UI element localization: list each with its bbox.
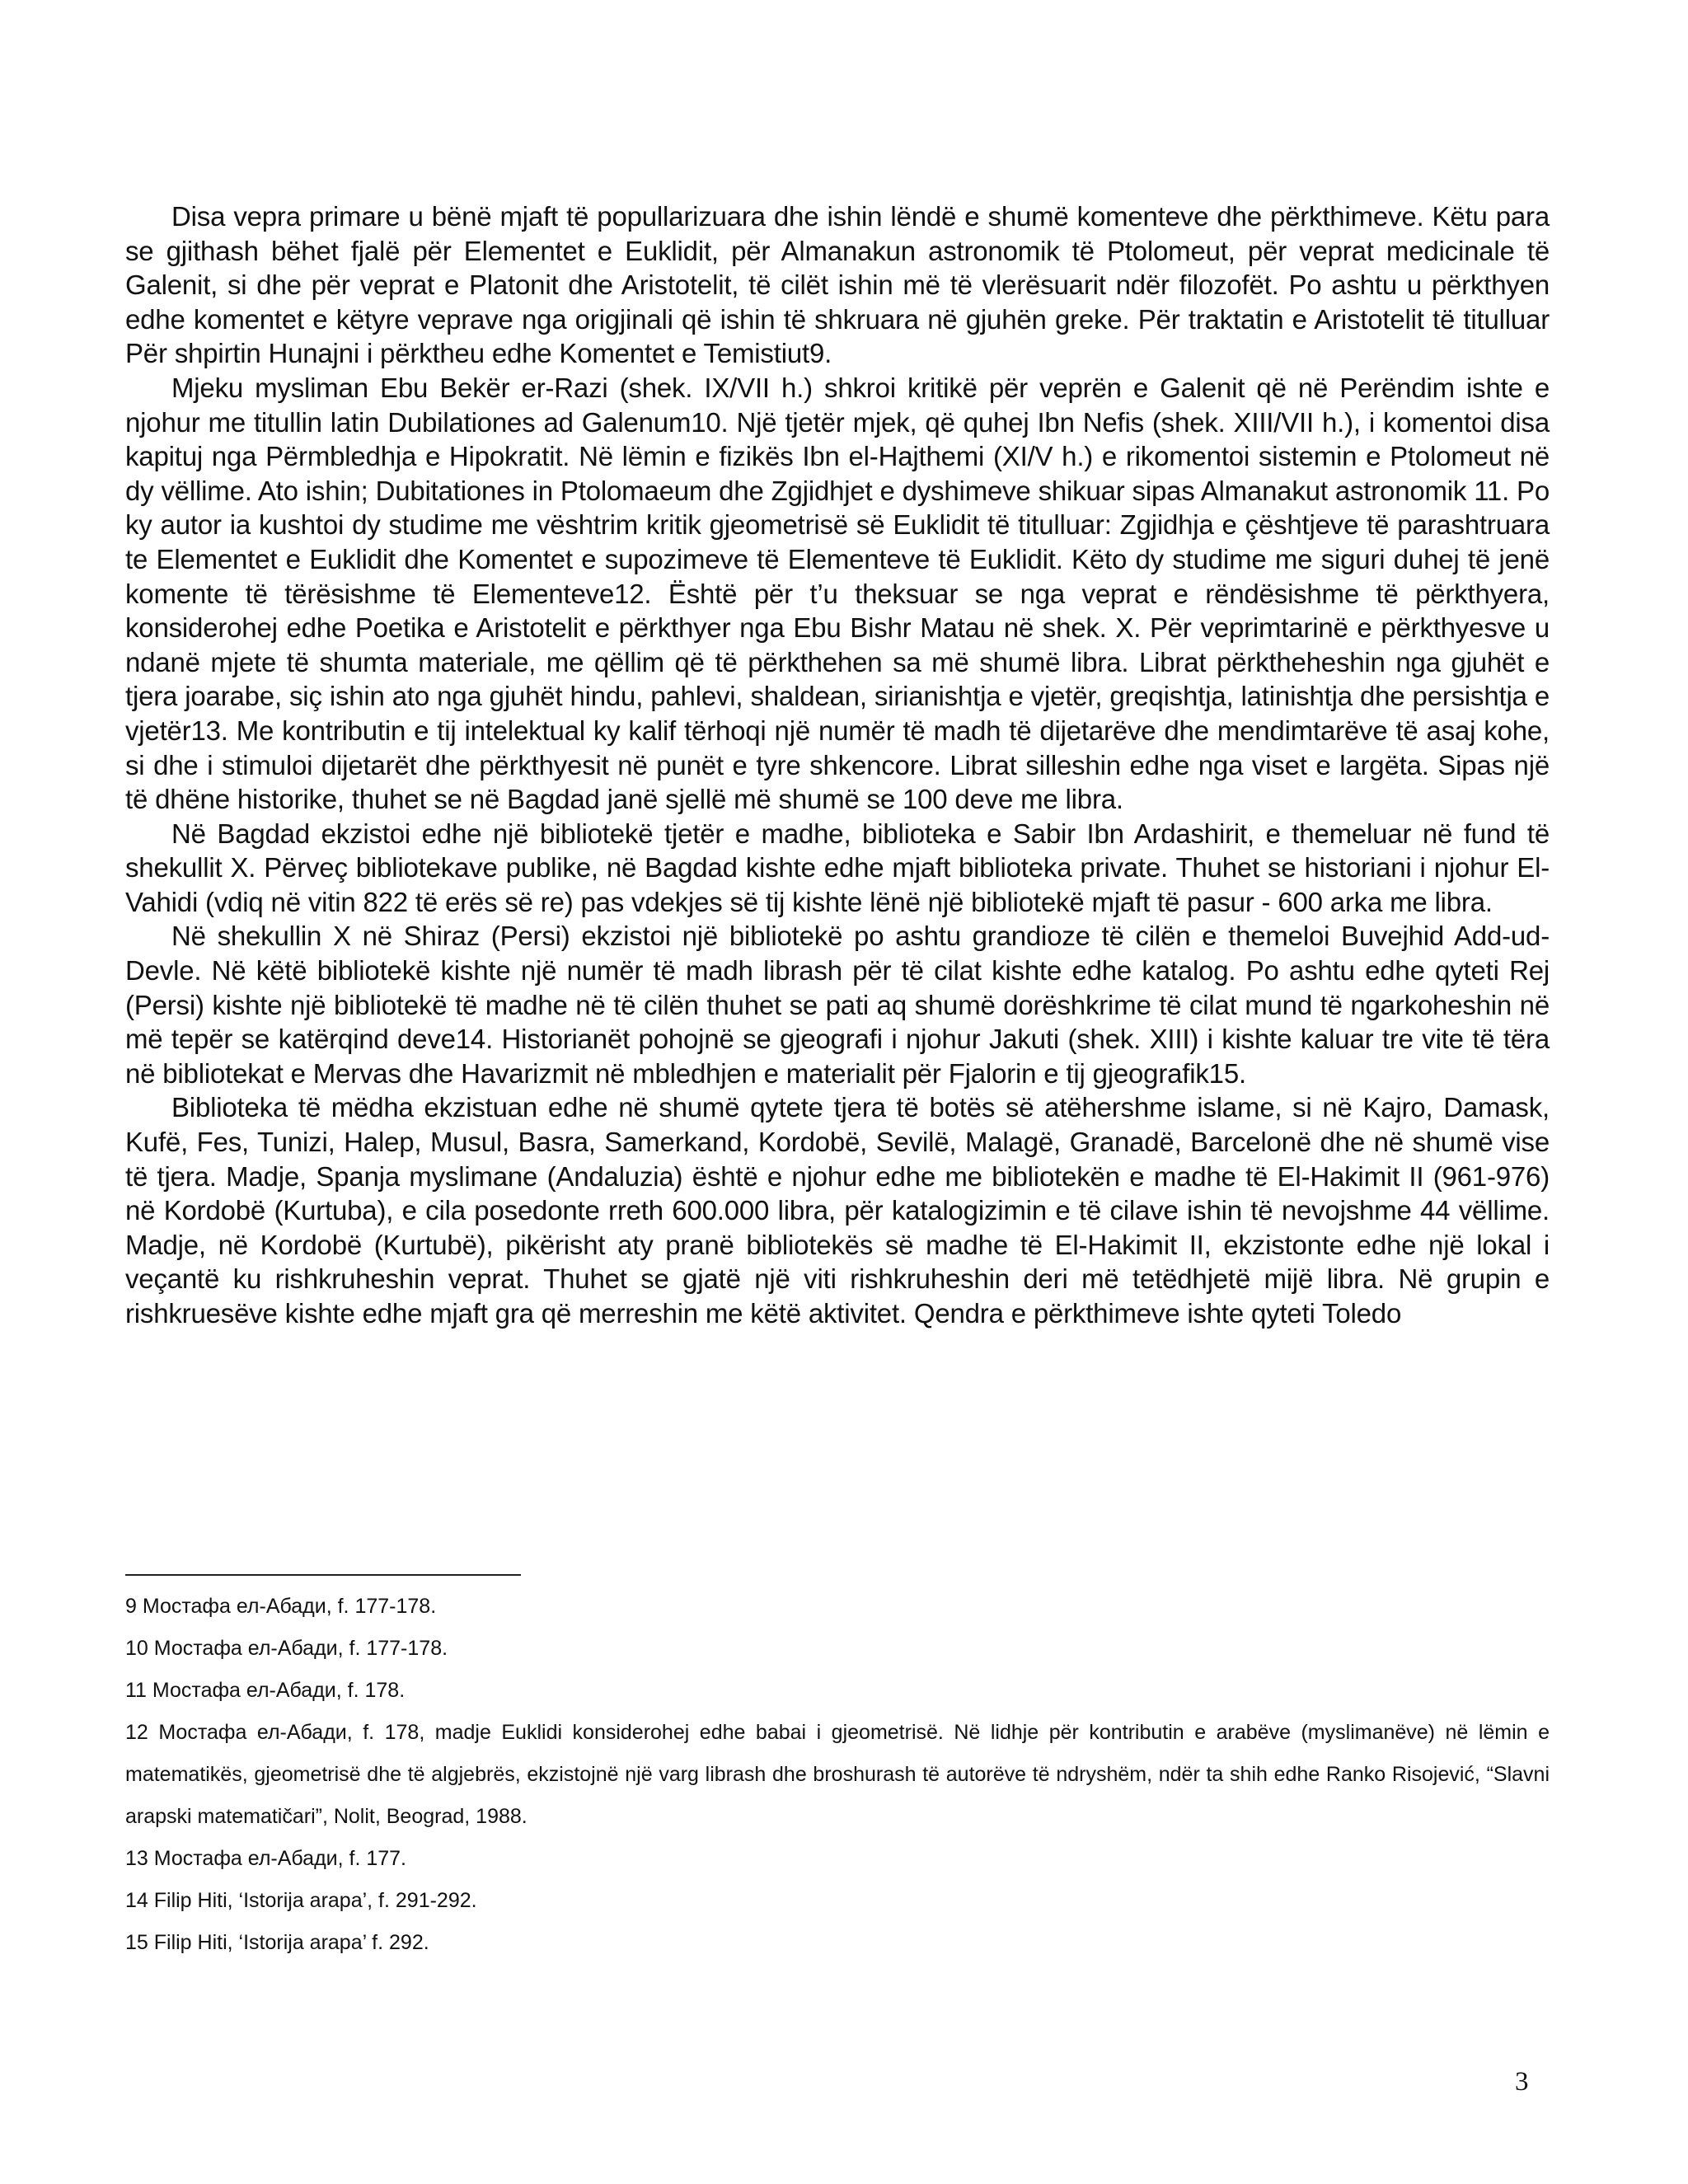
footnote: 13 Мостафа ел-Абади, f. 177. [125, 1847, 407, 1870]
footnote: 14 Filip Hiti, ‘Istorija arapa’, f. 291-292. [125, 1889, 477, 1912]
paragraph: Në shekullin X në Shiraz (Persi) ekzistoi një bibliotekë po ashtu grandioze të cilën e themeloi Buvejhid Add-ud-Devle. Në këtë bibliotekë kishte një numër të madh librash për të cilat kishte edhe katalog. Po ashtu edhe qyteti Rej (Persi) kishte një bibliotekë të madhe në të cilën thuhet se pati aq shumë dorëshkrime të cilat mund të ngarkoheshin në më tepër se katërqind deve14. Historianët pohojnë se gjeografi i njohur Jakuti (shek. XIII) i kishte kaluar tre vite të tëra në bibliotekat e Mervas dhe Havarizmit në mbledhjen e materialit për Fjalorin e tij gjeografik15. [125, 921, 1550, 1089]
footnote: 11 Мостафа ел-Абади, f. 178. [125, 1679, 406, 1702]
footnote: 15 Filip Hiti, ‘Istorija arapa’ f. 292. [125, 1931, 429, 1954]
body-text [125, 199, 1550, 1331]
paragraph: Mjeku mysliman Ebu Bekër er-Razi (shek. IX/VII h.) shkroi kritikë për veprën e Galenit që në Perëndim ishte e njohur me titullin latin Dubilationes ad Galenum10. Një tjetër mjek, që quhej Ibn Nefis (shek. XIII/VII h.), i komentoi disa kapituj nga Përmbledhja e Hipokratit. Në lëmin e fizikës Ibn el-Hajthemi (XI/V h.) e rikomentoi sistemin e Ptolomeut në dy vëllime. Ato ishin; Dubitationes in Ptolomaeum dhe Zgjidhjet e dyshimeve shikuar sipas Almanakut astronomik 11. Po ky autor ia kushtoi dy studime me vështrim kritik gjeometrisë së Euklidit të titulluar: Zgjidhja e çështjeve të parashtruara te Elementet e Euklidit dhe Komentet e supozimeve të Elementeve të Euklidit. Këto dy studime me siguri duhej të jenë komente të tërësishme të Elementeve12. Është për t’u theksuar se nga veprat e rëndësishme të përkthyera, konsiderohej edhe Poetika e Aristotelit e përkthyer nga Ebu Bishr Matau në shek. X. Për veprimtarinë e përkthyesve u ndanë mjete të shumta materiale, me qëllim që të përkthehen sa më shumë libra. Librat përktheheshin nga gjuhët e tjera joarabe, siç ishin ato nga gjuhët hindu, pahlevi, shaldean, sirianishtja e vjetër, greqishtja, latinishtja dhe persishtja e vjetër13. Me kontributin e tij intelektual ky kalif tërhoqi një numër të madh të dijetarëve dhe mendimtarëve të asaj kohe, si dhe i stimuloi dijetarët dhe përkthyesit në punët e tyre shkencore. Librat silleshin edhe nga viset e largëta. Sipas një të dhëne historike, thuhet se në Bagdad janë sjellë më shumë se 100 deve me libra. [125, 372, 1550, 815]
footnote-separator [125, 1574, 521, 1576]
page-number: 3 [1515, 2067, 1529, 2097]
paragraph: Biblioteka të mëdha ekzistuan edhe në shumë qytete tjera të botës së atëhershme islame, si në Kajro, Damask, Kufë, Fes, Tunizi, Halep, Musul, Basra, Samerkand, Kordobë, Sevilë, Malagë, Granadë, Barcelonë dhe në shumë vise të tjera. Madje, Spanja myslimane (Andaluzia) është e njohur edhe me bibliotekën e madhe të El-Hakimit II (961-976) në Kordobë (Kurtuba), e cila posedonte rreth 600.000 libra, për katalogizimin e të cilave ishin të nevojshme 44 vëllime. Madje, në Kordobë (Kurtubë), pikërisht aty pranë bibliotekës së madhe të El-Hakimit II, ekzistonte edhe një lokal i veçantë ku rishkruheshin veprat. Thuhet se gjatë një viti rishkruheshin deri më tetëdhjetë mijë libra. Në grupin e rishkruesëve kishte edhe mjaft gra që merreshin me këtë aktivitet. Qendra e përkthimeve ishte qyteti Toledo [125, 1092, 1550, 1329]
paragraph: Disa vepra primare u bënë mjaft të popullarizuara dhe ishin lëndë e shumë komenteve dhe përkthimeve. Këtu para se gjithash bëhet fjalë për Elementet e Euklidit, për Almanakun astronomik të Ptolomeut, për veprat medicinale të Galenit, si dhe për veprat e Platonit dhe Aristotelit, të cilët ishin më të vlerësuarit ndër filozofët. Po ashtu u përkthyen edhe komentet e këtyre veprave nga origjinali që ishin të shkruara në gjuhën greke. Për traktatin e Aristotelit të titulluar Për shpirtin Hunajni i përktheu edhe Komentet e Temistiut9. [125, 201, 1550, 369]
footnote: 9 Мостафа ел-Абади, f. 177-178. [125, 1595, 437, 1618]
paragraph: Në Bagdad ekzistoi edhe një bibliotekë tjetër e madhe, biblioteka e Sabir Ibn Ardashirit, e themeluar në fund të shekullit X. Përveç bibliotekave publike, në Bagdad kishte edhe mjaft biblioteka private. Thuhet se historiani i njohur El-Vahidi (vdiq në vitin 822 të erës së re) pas vdekjes së tij kishte lënë një bibliotekë mjaft të pasur - 600 arka me libra. [125, 818, 1550, 917]
footnotes [125, 1586, 1550, 1964]
footnote: 12 Мостафа ел-Абади, f. 178, madje Euklidi konsiderohej edhe babai i gjeometrisë. Në lidhje për kontributin e arabëve (myslimanëve) në lëmin e matematikës, gjeometrisë dhe të algjebrës, ekzistojnë një varg librash dhe broshurash të autorëve të ndryshëm, ndër ta shih edhe Ranko Risojević, “Slavni arapski matematičari”, Nolit, Beograd, 1988. [125, 1721, 1550, 1828]
footnote: 10 Мостафа ел-Абади, f. 177-178. [125, 1637, 448, 1660]
